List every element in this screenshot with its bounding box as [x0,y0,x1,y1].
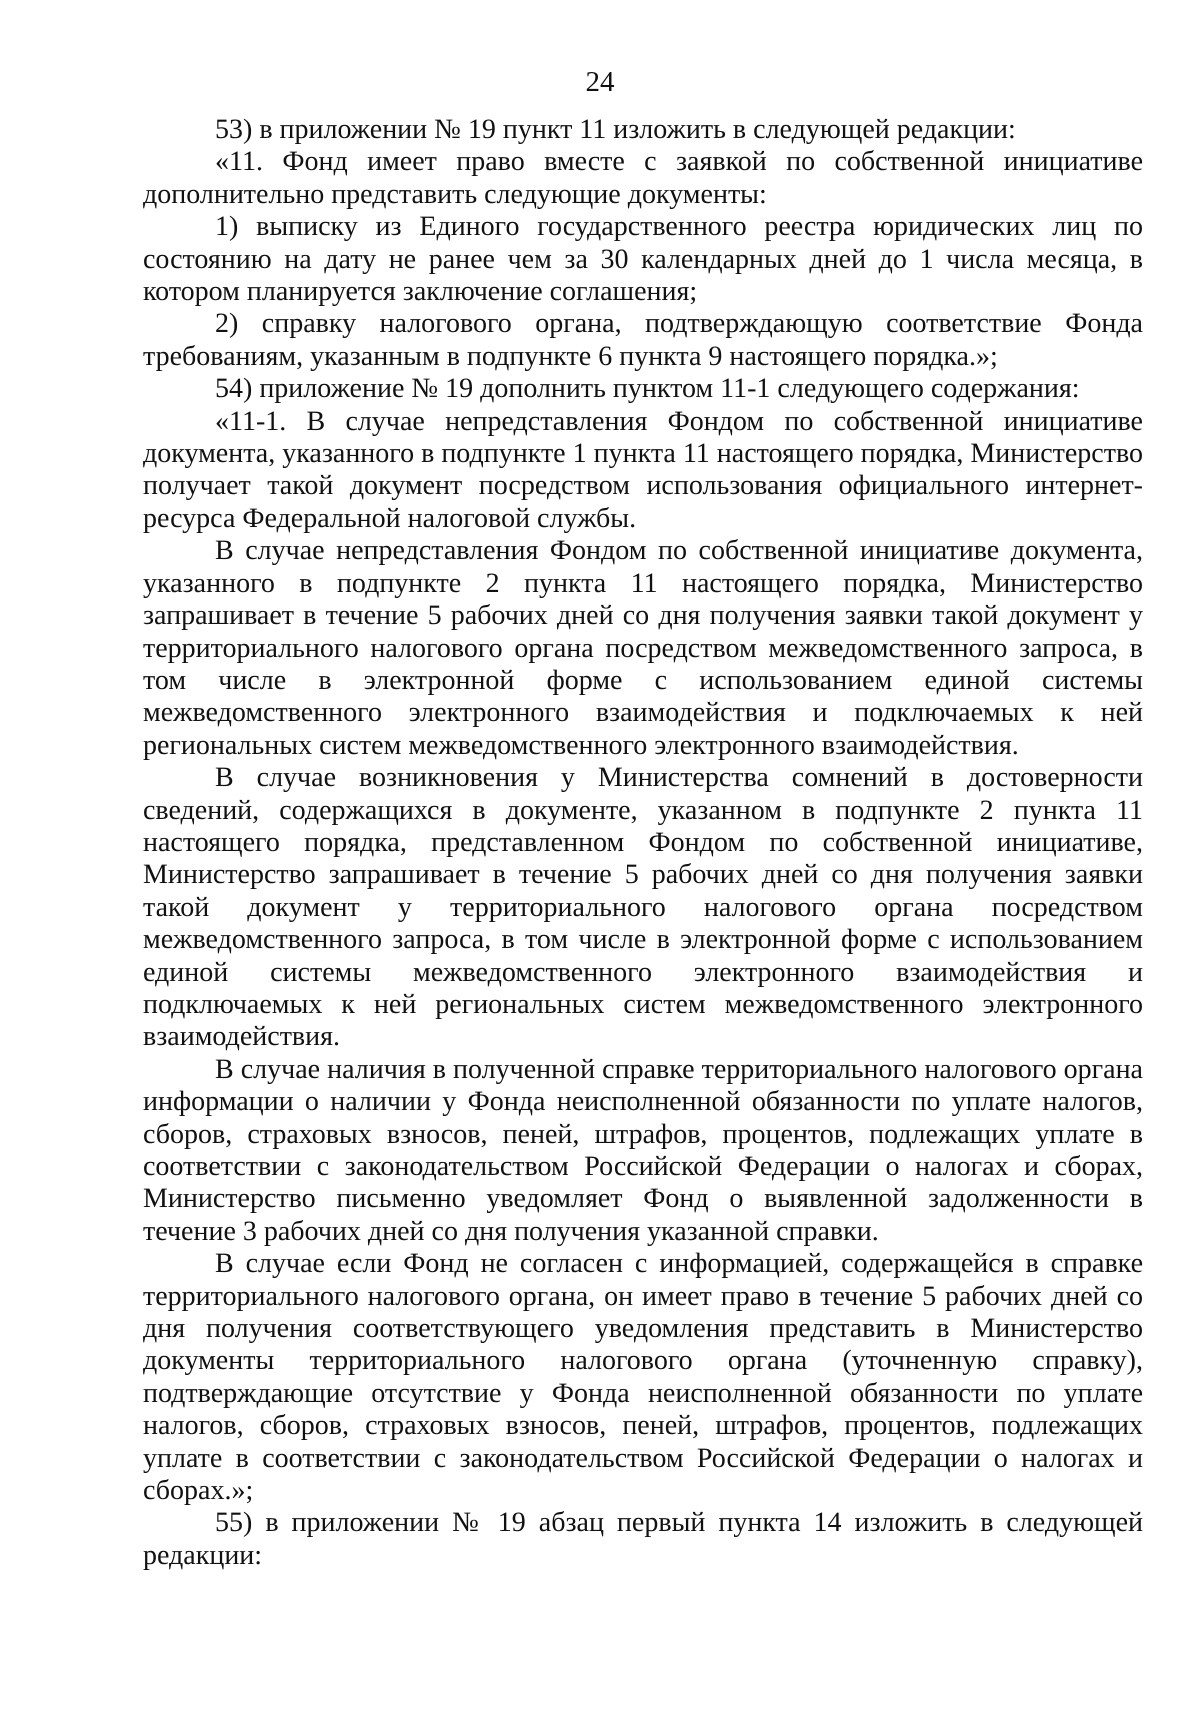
paragraph-doubts-verification: В случае возникновения у Министерства сомнений в достоверности сведений, содержащихся в документе, указанном в подпункте 2 пункта 11 настоящего порядка, представленном Фондом по собственной инициативе, Министерство запрашивает в течение 5 рабочих дней со дня получения заявки такой документ у территориального налогового органа посредством межведомственного запроса, в том числе в электронной форме с использованием единой системы межведомственного электронного взаимодействия и подключаемых к ней региональных систем межведомственного электронного взаимодействия. [143,762,1143,1053]
paragraph-nonsubmission-subpoint-2: В случае непредставления Фондом по собственной инициативе документа, указанного в подпункте 2 пункта 11 настоящего порядка, Министерство запрашивает в течение 5 рабочих дней со дня получения заявки такой документ у территориального налогового органа посредством межведомственного запроса, в том числе в электронной форме с использованием единой системы межведомственного электронного взаимодействия и подключаемых к ней региональных систем межведомственного электронного взаимодействия. [143,535,1143,761]
paragraph-point-11-1: «11-1. В случае непредставления Фондом по собственной инициативе документа, указанного в подпункте 1 пункта 11 настоящего порядка, Министерство получает такой документ посредством использования официального интернет-ресурса Федеральной налоговой службы. [143,405,1143,534]
paragraph-subpoint-1: 1) выписку из Единого государственного реестра юридических лиц по состоянию на дату не ранее чем за 30 календарных дней до 1 числа месяца, в котором планируется заключение соглашения; [143,211,1143,308]
page-number: 24 [585,66,615,98]
paragraph-item-53: 53) в приложении № 19 пункт 11 изложить в следующей редакции: [215,114,1016,145]
paragraph-point-11: «11. Фонд имеет право вместе с заявкой по собственной инициативе дополнительно представить следующие документы: [143,146,1143,210]
paragraph-item-55: 55) в приложении № 19 абзац первый пункта 14 изложить в следующей редакции: [143,1507,1143,1571]
paragraph-subpoint-2: 2) справку налогового органа, подтверждающую соответствие Фонда требованиям, указанным в подпункте 6 пункта 9 настоящего порядка.»; [143,308,1143,372]
document-body [143,114,1143,1572]
paragraph-tax-debt-notice: В случае наличия в полученной справке территориального налогового органа информации о наличии у Фонда неисполненной обязанности по уплате налогов, сборов, страховых взносов, пеней, штрафов, процентов, подлежащих уплате в соответствии с законодательством Российской Федерации о налогах и сборах, Министерство письменно уведомляет Фонд о выявленной задолженности в течение 3 рабочих дней со дня получения указанной справки. [143,1053,1143,1247]
paragraph-item-54: 54) приложение № 19 дополнить пунктом 11-1 следующего содержания: [215,373,1080,405]
paragraph-disagreement: В случае если Фонд не согласен с информацией, содержащейся в справке территориального налогового органа, он имеет право в течение 5 рабочих дней со дня получения соответствующего уведомления представить в Министерство документы территориального налогового органа (уточненную справку), подтверждающие отсутствие у Фонда неисполненной обязанности по уплате налогов, сборов, страховых взносов, пеней, штрафов, процентов, подлежащих уплате в соответствии с законодательством Российской Федерации о налогах и сборах.»; [143,1248,1143,1507]
